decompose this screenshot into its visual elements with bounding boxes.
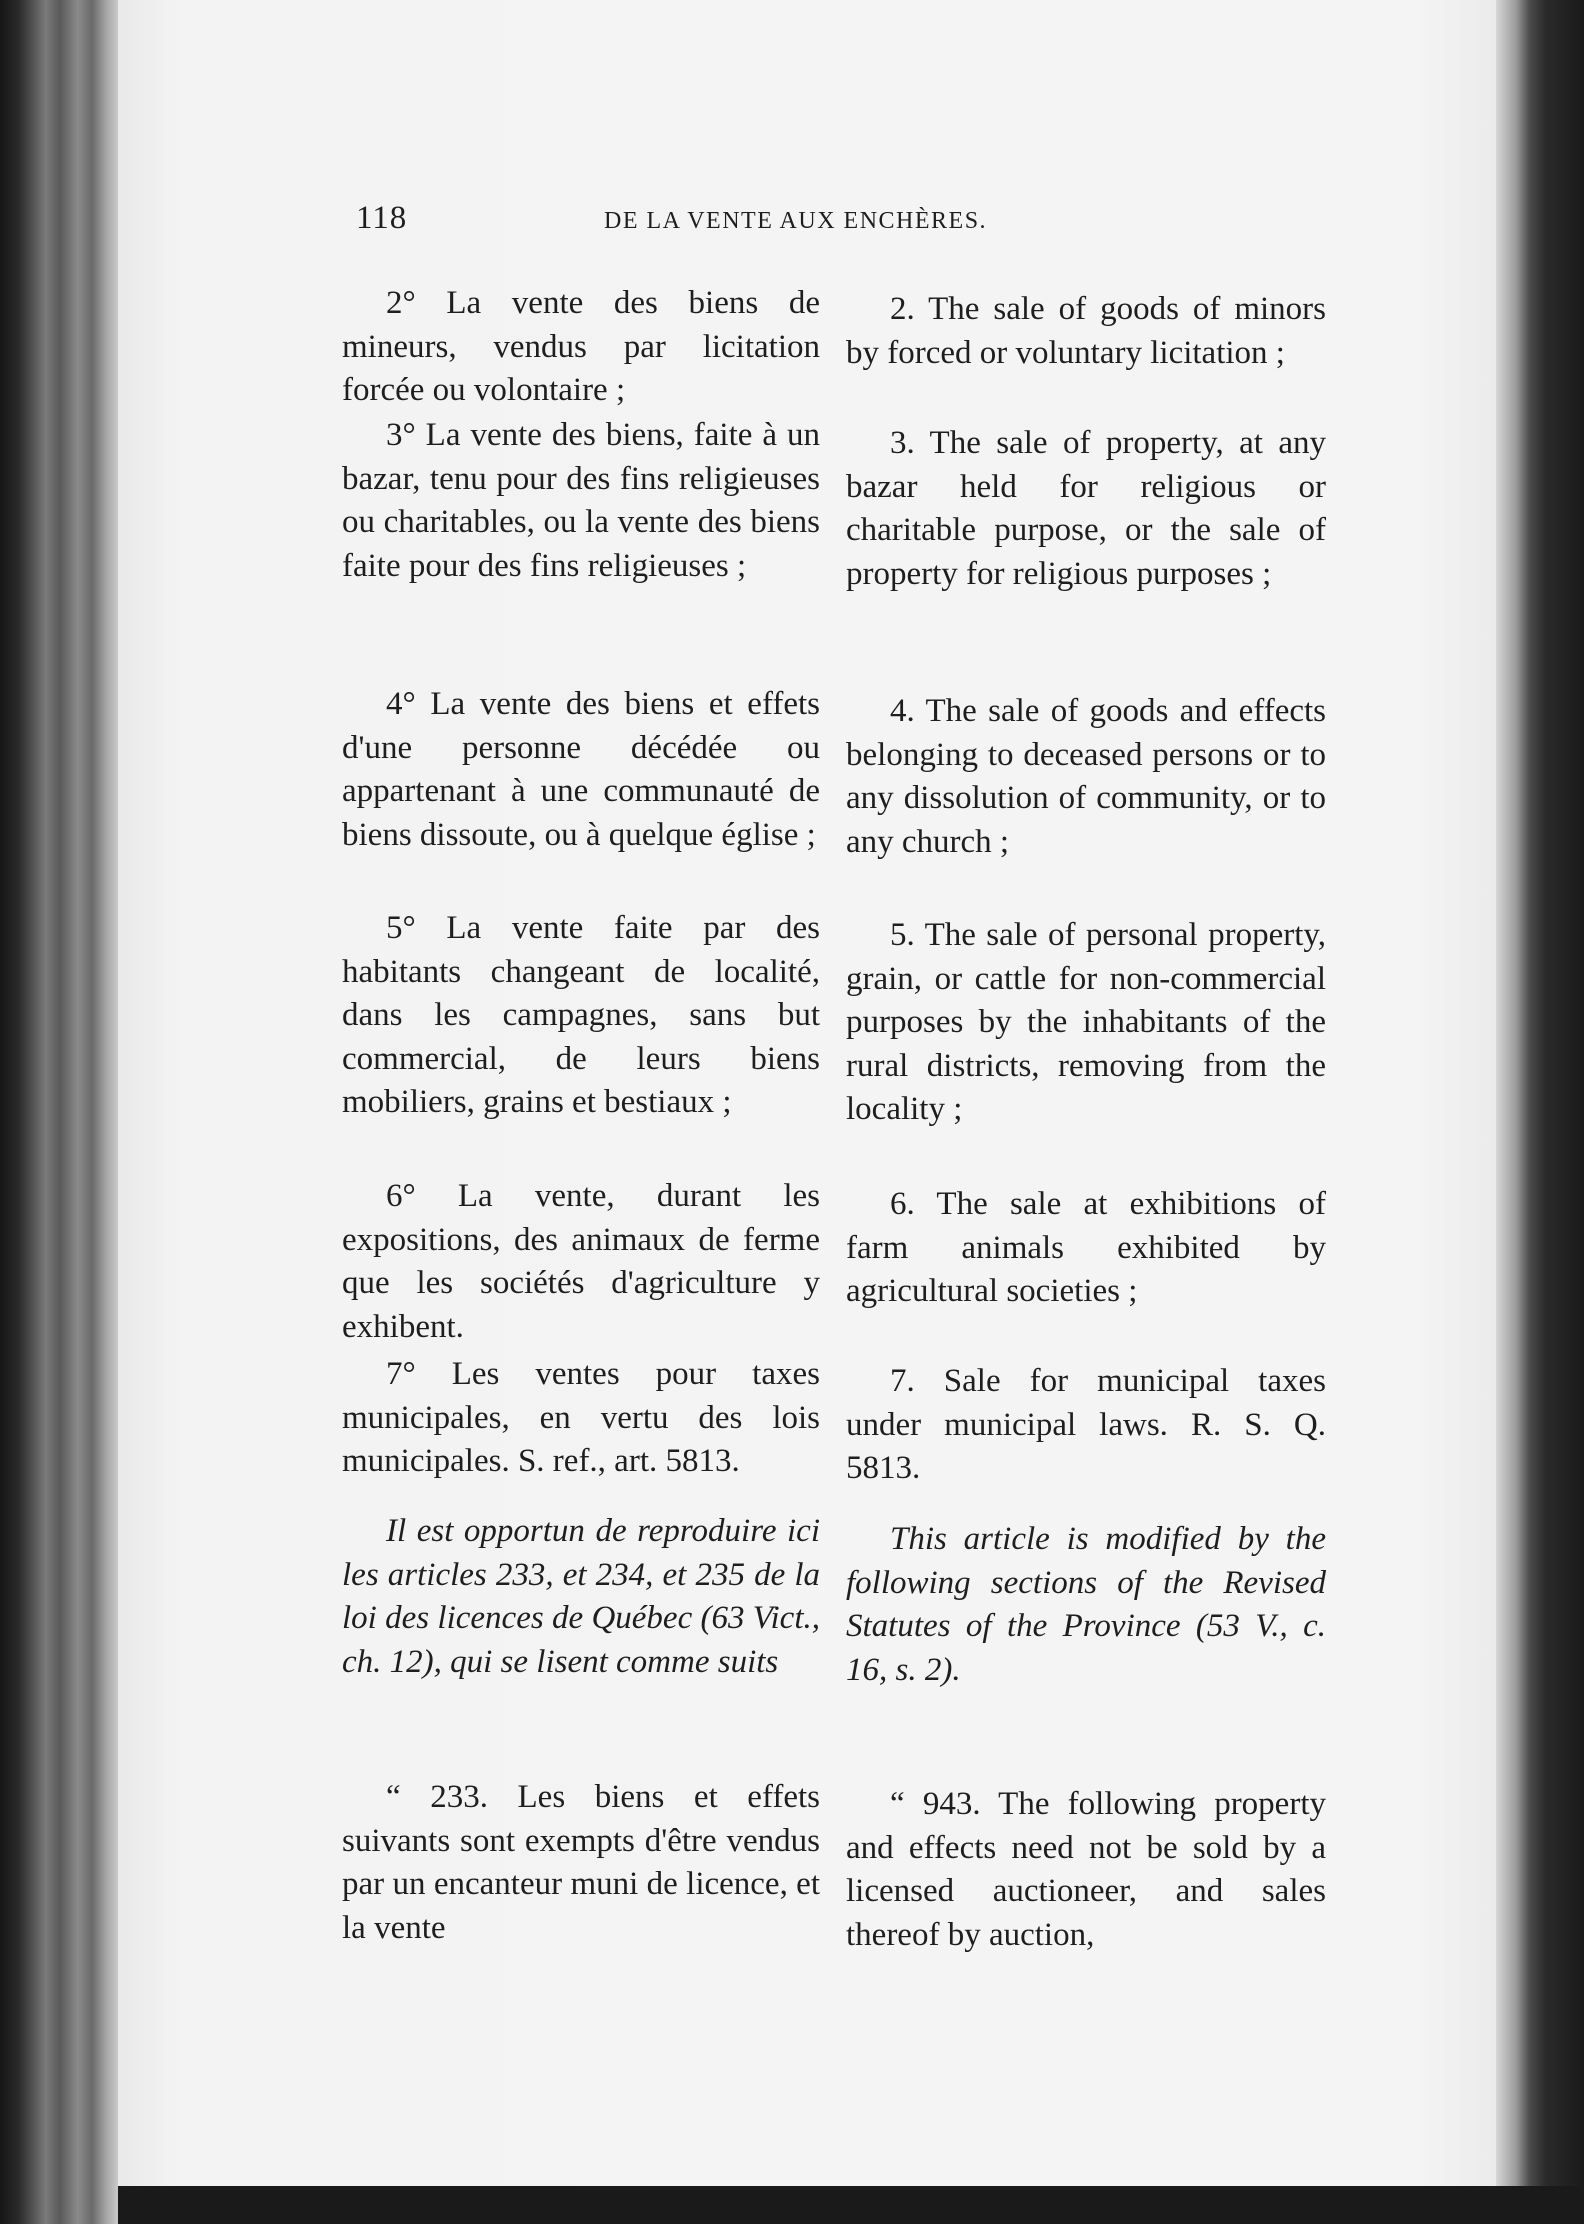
english-paragraph-4: 4. The sale of goods and effects belonging to deceased persons or to any dissolution of community, or to any church ;	[846, 693, 1326, 860]
page-number: 118	[356, 200, 408, 236]
english-note: This article is modified by the following sections of the Revised Statutes of the Province (53 V., c. 16, s. 2).	[846, 1521, 1326, 1688]
running-title: DE LA VENTE AUX ENCHÈRES.	[604, 208, 988, 234]
english-article-943: “ 943. The following property and effects need not be sold by a licensed auctioneer, and sales thereof by auction,	[846, 1786, 1326, 1953]
english-paragraph-7: 7. Sale for municipal taxes under municipal laws. R. S. Q. 5813.	[846, 1363, 1326, 1486]
english-paragraph-2: 2. The sale of goods of minors by forced or voluntary licitation ;	[846, 291, 1326, 371]
english-paragraph-3: 3. The sale of property, at any bazar held for religious or charitable purpose, or the sale of property for religious purposes ;	[846, 425, 1326, 592]
french-paragraph-4: 4° La vente des biens et effets d'une personne décédée ou appartenant à une communauté de biens dissoute, ou à quelque église ;	[342, 686, 820, 853]
french-paragraph-3: 3° La vente des biens, faite à un bazar, tenu pour des fins religieuses ou charitables, ou la vente des biens faite pour des fins religieuses ;	[342, 417, 820, 584]
french-paragraph-7: 7° Les ventes pour taxes municipales, en vertu des lois municipales. S. ref., art. 5813.	[342, 1356, 820, 1479]
book-binding	[0, 0, 120, 2224]
scan-background	[118, 2186, 1584, 2224]
french-article-233: “ 233. Les biens et effets suivants sont exempts d'être vendus par un encanteur muni de licence, et la vente	[342, 1779, 820, 1946]
english-paragraph-6: 6. The sale at exhibitions of farm animals exhibited by agricultural societies ;	[846, 1186, 1326, 1309]
facing-page-edge	[1496, 0, 1584, 2224]
french-paragraph-2: 2° La vente des biens de mineurs, vendus par licitation forcée ou volontaire ;	[342, 285, 820, 408]
french-paragraph-6: 6° La vente, durant les expositions, des animaux de ferme que les sociétés d'agriculture y exhibent.	[342, 1178, 820, 1345]
english-paragraph-5: 5. The sale of personal property, grain, or cattle for non-commercial purposes by the inhabitants of the rural districts, removing from the locality ;	[846, 917, 1326, 1127]
french-note: Il est opportun de reproduire ici les articles 233, et 234, et 235 de la loi des licences de Québec (63 Vict., ch. 12), qui se lisent comme suits	[342, 1513, 820, 1680]
french-paragraph-5: 5° La vente faite par des habitants changeant de localité, dans les campagnes, sans but commercial, de leurs biens mobiliers, grains et bestiaux ;	[342, 910, 820, 1120]
page-header	[356, 200, 1076, 250]
